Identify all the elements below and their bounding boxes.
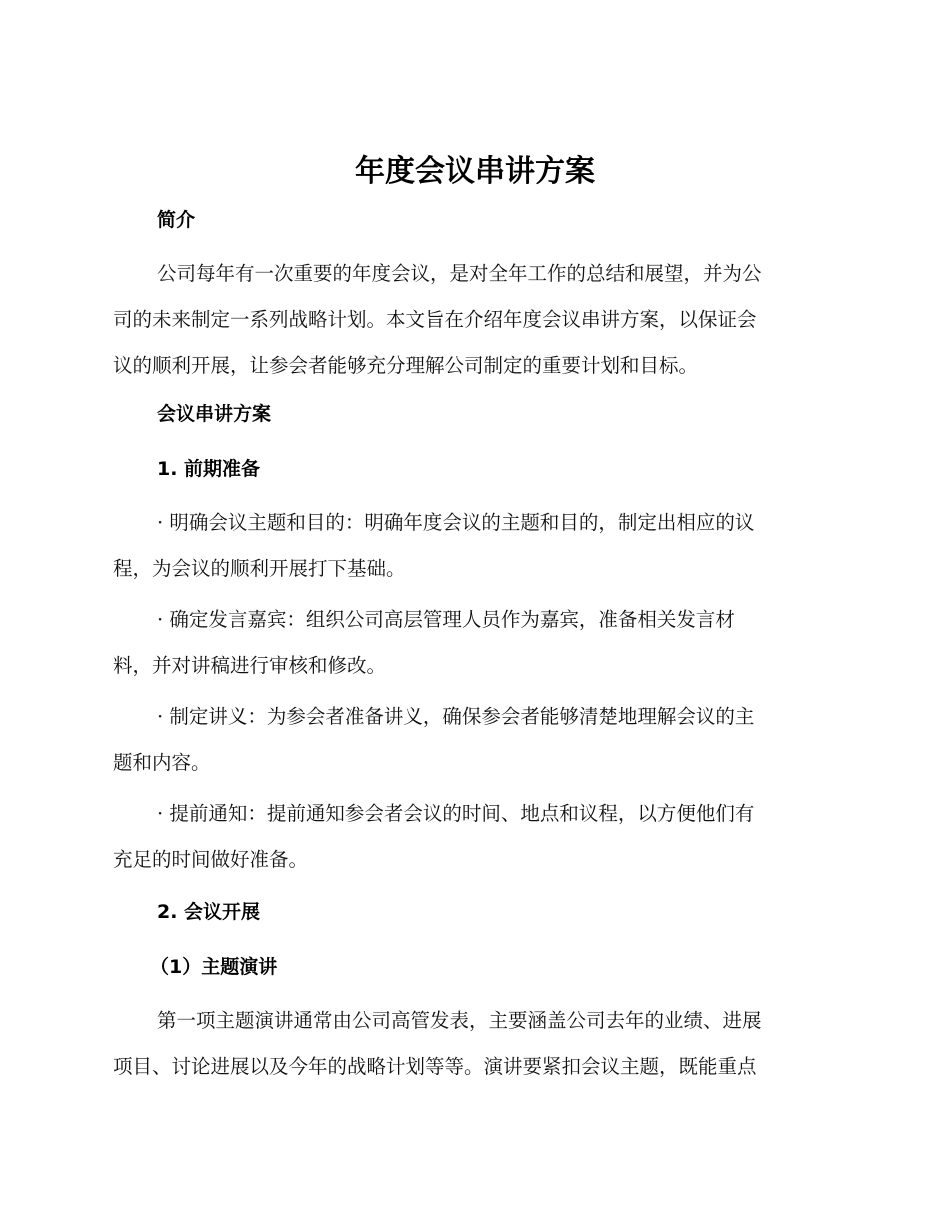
paragraph-line: 司的未来制定一系列战略计划。本文旨在介绍年度会议串讲方案，以保证会 — [113, 308, 757, 331]
bullet-meeting-theme — [113, 500, 831, 592]
intro-heading: 简介 — [157, 209, 196, 231]
paragraph-line: 议的顺利开展，让参会者能够充分理解公司制定的重要计划和目标。 — [113, 354, 699, 377]
intro-paragraph — [113, 251, 831, 389]
paragraph-line: · 确定发言嘉宾：组织公司高层管理人员作为嘉宾，准备相关发言材 — [157, 608, 735, 631]
section-heading-preparation: 1. 前期准备 — [157, 458, 261, 480]
bullet-handouts — [113, 694, 831, 786]
paragraph-line: 第一项主题演讲通常由公司高管发表，主要涵盖公司去年的业绩、进展 — [157, 1009, 762, 1032]
subsection-heading-keynote: （1）主题演讲 — [150, 956, 278, 978]
paragraph-line: · 提前通知：提前通知参会者会议的时间、地点和议程，以方便他们有 — [157, 802, 755, 825]
paragraph-line: 程，为会议的顺利开展打下基础。 — [113, 557, 406, 580]
paragraph-line: 充足的时间做好准备。 — [113, 848, 309, 871]
keynote-paragraph — [113, 998, 831, 1090]
document-title: 年度会议串讲方案 — [355, 154, 595, 189]
bullet-guest-speakers — [113, 597, 831, 689]
plan-heading: 会议串讲方案 — [157, 403, 272, 425]
paragraph-line: 项目、讨论进展以及今年的战略计划等等。演讲要紧扣会议主题，既能重点 — [113, 1055, 757, 1078]
bullet-advance-notice — [113, 791, 831, 883]
paragraph-line: 题和内容。 — [113, 751, 211, 774]
paragraph-line: · 制定讲义：为参会者准备讲义，确保参会者能够清楚地理解会议的主 — [157, 705, 755, 728]
paragraph-line: · 明确会议主题和目的：明确年度会议的主题和目的，制定出相应的议 — [157, 511, 755, 534]
paragraph-line: 料，并对讲稿进行审核和修改。 — [113, 654, 387, 677]
section-heading-meeting: 2. 会议开展 — [157, 901, 261, 923]
paragraph-line: 公司每年有一次重要的年度会议，是对全年工作的总结和展望，并为公 — [157, 262, 762, 285]
